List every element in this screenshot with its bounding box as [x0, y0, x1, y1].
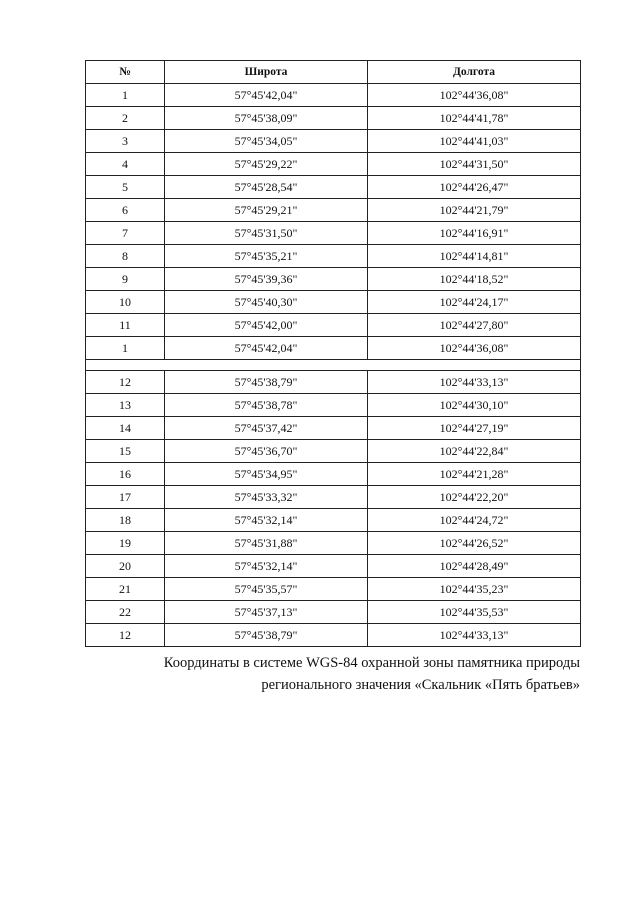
table-row	[86, 291, 581, 314]
table-separator	[86, 360, 581, 371]
table-row	[86, 222, 581, 245]
point-number-cell: 12	[86, 371, 165, 394]
point-number-cell: 5	[86, 176, 165, 199]
longitude-cell: 102°44'21,28"	[368, 463, 581, 486]
point-number-cell: 11	[86, 314, 165, 337]
latitude-cell: 57°45'38,09"	[165, 107, 368, 130]
latitude-cell: 57°45'32,14"	[165, 509, 368, 532]
point-number-cell: 20	[86, 555, 165, 578]
table-row	[86, 578, 581, 601]
longitude-cell: 102°44'28,49"	[368, 555, 581, 578]
table-row	[86, 199, 581, 222]
point-number-cell: 13	[86, 394, 165, 417]
point-number-cell: 1	[86, 84, 165, 107]
latitude-cell: 57°45'31,88"	[165, 532, 368, 555]
latitude-cell: 57°45'33,32"	[165, 486, 368, 509]
longitude-cell: 102°44'36,08"	[368, 337, 581, 360]
longitude-cell: 102°44'14,81"	[368, 245, 581, 268]
point-number-cell: 17	[86, 486, 165, 509]
caption-line-2: регионального значения «Скальник «Пять братьев»	[261, 677, 580, 693]
table-row	[86, 337, 581, 360]
point-number-cell: 19	[86, 532, 165, 555]
longitude-cell: 102°44'27,80"	[368, 314, 581, 337]
latitude-cell: 57°45'37,42"	[165, 417, 368, 440]
table-row	[86, 532, 581, 555]
point-number-cell: 15	[86, 440, 165, 463]
latitude-cell: 57°45'42,04"	[165, 84, 368, 107]
table-row	[86, 371, 581, 394]
table-row	[86, 463, 581, 486]
header-longitude: Долгота	[368, 61, 581, 84]
table-header-row	[86, 61, 581, 84]
longitude-cell: 102°44'36,08"	[368, 84, 581, 107]
latitude-cell: 57°45'35,57"	[165, 578, 368, 601]
longitude-cell: 102°44'16,91"	[368, 222, 581, 245]
latitude-cell: 57°45'42,00"	[165, 314, 368, 337]
longitude-cell: 102°44'30,10"	[368, 394, 581, 417]
latitude-cell: 57°45'35,21"	[165, 245, 368, 268]
longitude-cell: 102°44'31,50"	[368, 153, 581, 176]
table-row	[86, 176, 581, 199]
table-row	[86, 268, 581, 291]
table-row	[86, 509, 581, 532]
table-row	[86, 84, 581, 107]
point-number-cell: 14	[86, 417, 165, 440]
latitude-cell: 57°45'34,95"	[165, 463, 368, 486]
latitude-cell: 57°45'31,50"	[165, 222, 368, 245]
table-row	[86, 107, 581, 130]
table-row	[86, 417, 581, 440]
table-body-group-1	[86, 84, 581, 360]
header-latitude: Широта	[165, 61, 368, 84]
table-row	[86, 624, 581, 647]
longitude-cell: 102°44'26,47"	[368, 176, 581, 199]
longitude-cell: 102°44'33,13"	[368, 371, 581, 394]
table-body-group-2	[86, 371, 581, 647]
table-row	[86, 601, 581, 624]
point-number-cell: 3	[86, 130, 165, 153]
longitude-cell: 102°44'24,17"	[368, 291, 581, 314]
point-number-cell: 18	[86, 509, 165, 532]
longitude-cell: 102°44'22,84"	[368, 440, 581, 463]
longitude-cell: 102°44'35,53"	[368, 601, 581, 624]
table-row	[86, 130, 581, 153]
point-number-cell: 1	[86, 337, 165, 360]
header-number: №	[86, 61, 165, 84]
longitude-cell: 102°44'33,13"	[368, 624, 581, 647]
latitude-cell: 57°45'29,22"	[165, 153, 368, 176]
latitude-cell: 57°45'38,79"	[165, 624, 368, 647]
longitude-cell: 102°44'26,52"	[368, 532, 581, 555]
coordinates-table	[85, 60, 581, 647]
longitude-cell: 102°44'35,23"	[368, 578, 581, 601]
longitude-cell: 102°44'18,52"	[368, 268, 581, 291]
point-number-cell: 8	[86, 245, 165, 268]
table-row	[86, 245, 581, 268]
caption-line-1: Координаты в системе WGS-84 охранной зоны памятника природы	[163, 655, 580, 671]
table-row	[86, 440, 581, 463]
table-row	[86, 314, 581, 337]
table-row	[86, 153, 581, 176]
latitude-cell: 57°45'28,54"	[165, 176, 368, 199]
table-row	[86, 486, 581, 509]
latitude-cell: 57°45'36,70"	[165, 440, 368, 463]
point-number-cell: 9	[86, 268, 165, 291]
table-row	[86, 394, 581, 417]
latitude-cell: 57°45'32,14"	[165, 555, 368, 578]
latitude-cell: 57°45'42,04"	[165, 337, 368, 360]
point-number-cell: 4	[86, 153, 165, 176]
latitude-cell: 57°45'29,21"	[165, 199, 368, 222]
point-number-cell: 7	[86, 222, 165, 245]
latitude-cell: 57°45'37,13"	[165, 601, 368, 624]
latitude-cell: 57°45'39,36"	[165, 268, 368, 291]
latitude-cell: 57°45'38,78"	[165, 394, 368, 417]
point-number-cell: 12	[86, 624, 165, 647]
point-number-cell: 16	[86, 463, 165, 486]
point-number-cell: 10	[86, 291, 165, 314]
longitude-cell: 102°44'21,79"	[368, 199, 581, 222]
longitude-cell: 102°44'41,03"	[368, 130, 581, 153]
point-number-cell: 21	[86, 578, 165, 601]
longitude-cell: 102°44'24,72"	[368, 509, 581, 532]
point-number-cell: 22	[86, 601, 165, 624]
point-number-cell: 2	[86, 107, 165, 130]
latitude-cell: 57°45'38,79"	[165, 371, 368, 394]
longitude-cell: 102°44'41,78"	[368, 107, 581, 130]
point-number-cell: 6	[86, 199, 165, 222]
table-row	[86, 555, 581, 578]
longitude-cell: 102°44'22,20"	[368, 486, 581, 509]
document-caption	[120, 652, 580, 696]
latitude-cell: 57°45'34,05"	[165, 130, 368, 153]
longitude-cell: 102°44'27,19"	[368, 417, 581, 440]
separator-row	[86, 360, 581, 371]
latitude-cell: 57°45'40,30"	[165, 291, 368, 314]
